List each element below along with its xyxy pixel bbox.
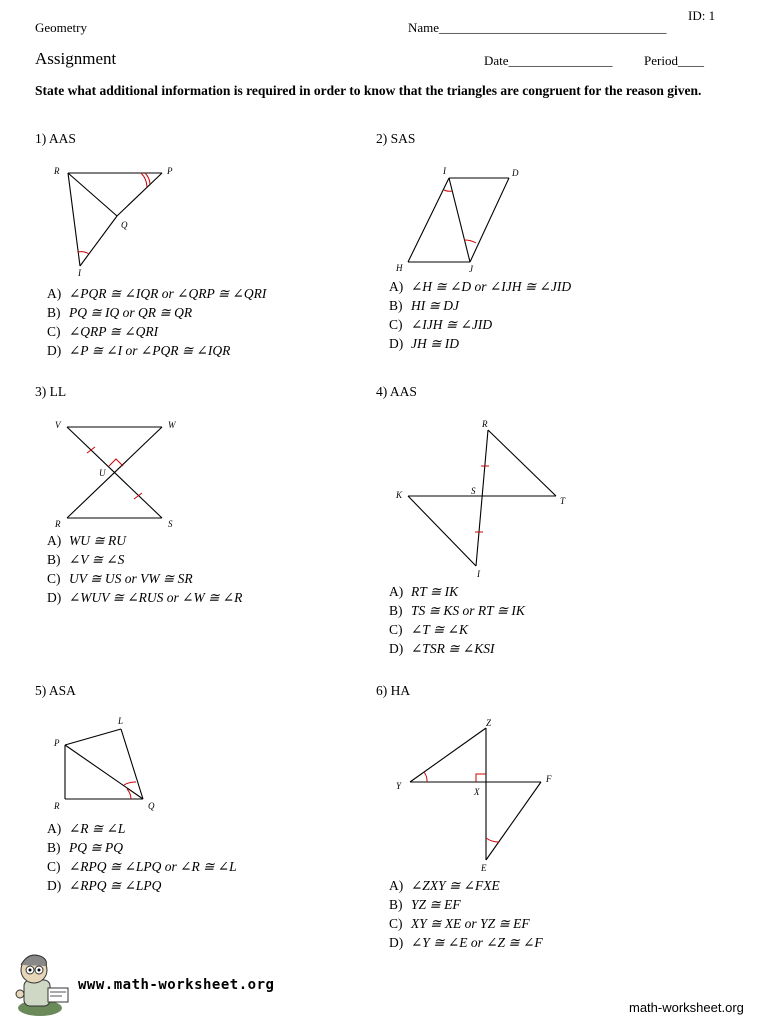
p5-label-q: Q xyxy=(148,801,155,811)
subject-label: Geometry xyxy=(35,20,87,35)
p1-label-r: R xyxy=(54,166,60,176)
choice-1b[interactable]: B) PQ ≅ IQ or QR ≅ QR xyxy=(47,305,193,320)
choice-1d[interactable]: D) ∠P ≅ ∠I or ∠PQR ≅ ∠IQR xyxy=(47,343,231,358)
p6-label-x: X xyxy=(474,787,480,797)
p3-label-r: R xyxy=(55,519,61,529)
choice-2c[interactable]: C) ∠IJH ≅ ∠JID xyxy=(389,317,493,332)
choice-4c[interactable]: C) ∠T ≅ ∠K xyxy=(389,622,468,637)
p1-label-p: P xyxy=(167,166,173,176)
choice-3d[interactable]: D) ∠WUV ≅ ∠RUS or ∠W ≅ ∠R xyxy=(47,590,243,605)
p2-label-i: I xyxy=(443,166,446,176)
p4-label-r: R xyxy=(482,419,488,429)
choice-6a[interactable]: A) ∠ZXY ≅ ∠FXE xyxy=(389,878,500,893)
period-field: Period____ xyxy=(644,53,704,68)
p2-label-j: J xyxy=(469,264,473,274)
page-title: Assignment xyxy=(35,49,117,68)
p4-label-i: I xyxy=(477,569,480,579)
problem-2-heading: 2) SAS xyxy=(376,131,416,146)
choice-4d[interactable]: D) ∠TSR ≅ ∠KSI xyxy=(389,641,495,656)
choice-5a[interactable]: A) ∠R ≅ ∠L xyxy=(47,821,126,836)
choice-5b[interactable]: B) PQ ≅ PQ xyxy=(47,840,124,855)
p2-label-h: H xyxy=(396,263,403,273)
problem-3-heading: 3) LL xyxy=(35,384,67,399)
p4-label-k: K xyxy=(396,490,403,500)
choice-6d[interactable]: D) ∠Y ≅ ∠E or ∠Z ≅ ∠F xyxy=(389,935,543,950)
p6-label-z: Z xyxy=(486,718,492,728)
p4-label-t: T xyxy=(560,496,566,506)
choice-2a[interactable]: A) ∠H ≅ ∠D or ∠IJH ≅ ∠JID xyxy=(389,279,572,294)
instructions: State what additional information is required in order to know that the triangles are congruent for the reason given. xyxy=(35,83,702,98)
p2-label-d: D xyxy=(512,168,519,178)
choice-4b[interactable]: B) TS ≅ KS or RT ≅ IK xyxy=(389,603,525,618)
p1-label-q: Q xyxy=(121,220,128,230)
choice-4a[interactable]: A) RT ≅ IK xyxy=(389,584,459,599)
choice-5d[interactable]: D) ∠RPQ ≅ ∠LPQ xyxy=(47,878,162,893)
problem-6-heading: 6) HA xyxy=(376,683,411,698)
mascot-logo-icon xyxy=(4,950,76,1020)
problem-5-heading: 5) ASA xyxy=(35,683,76,698)
choice-6b[interactable]: B) YZ ≅ EF xyxy=(389,897,461,912)
problem-6-choices xyxy=(389,876,543,952)
footer-site-name: math-worksheet.org xyxy=(629,1000,744,1015)
choice-2b[interactable]: B) HI ≅ DJ xyxy=(389,298,460,313)
p3-label-w: W xyxy=(168,420,176,430)
p6-label-f: F xyxy=(546,774,552,784)
problem-4-heading: 4) AAS xyxy=(376,384,417,399)
site-logo-text: www.math-worksheet.org xyxy=(78,977,275,993)
p4-label-s: S xyxy=(471,486,476,496)
p1-label-i: I xyxy=(78,268,81,278)
choice-5c[interactable]: C) ∠RPQ ≅ ∠LPQ or ∠R ≅ ∠L xyxy=(47,859,237,874)
choice-3a[interactable]: A) WU ≅ RU xyxy=(47,533,127,548)
worksheet-id: ID: 1 xyxy=(688,8,716,23)
p5-label-l: L xyxy=(118,716,124,726)
p3-label-u: U xyxy=(99,468,106,478)
p5-label-r: R xyxy=(54,801,60,811)
p3-label-s: S xyxy=(168,519,173,529)
p6-label-e: E xyxy=(481,863,487,873)
choice-3b[interactable]: B) ∠V ≅ ∠S xyxy=(47,552,125,567)
choice-1c[interactable]: C) ∠QRP ≅ ∠QRI xyxy=(47,324,159,339)
choice-2d[interactable]: D) JH ≅ ID xyxy=(389,336,460,351)
date-field: Date________________ xyxy=(484,53,613,68)
choice-3c[interactable]: C) UV ≅ US or VW ≅ SR xyxy=(47,571,193,586)
p6-label-y: Y xyxy=(396,781,402,791)
name-field: Name___________________________________ xyxy=(408,20,667,35)
choice-1a[interactable]: A) ∠PQR ≅ ∠IQR or ∠QRP ≅ ∠QRI xyxy=(47,286,267,301)
problem-1-heading: 1) AAS xyxy=(35,131,76,146)
p3-label-v: V xyxy=(55,420,61,430)
choice-6c[interactable]: C) XY ≅ XE or YZ ≅ EF xyxy=(389,916,530,931)
p5-label-p: P xyxy=(54,738,60,748)
